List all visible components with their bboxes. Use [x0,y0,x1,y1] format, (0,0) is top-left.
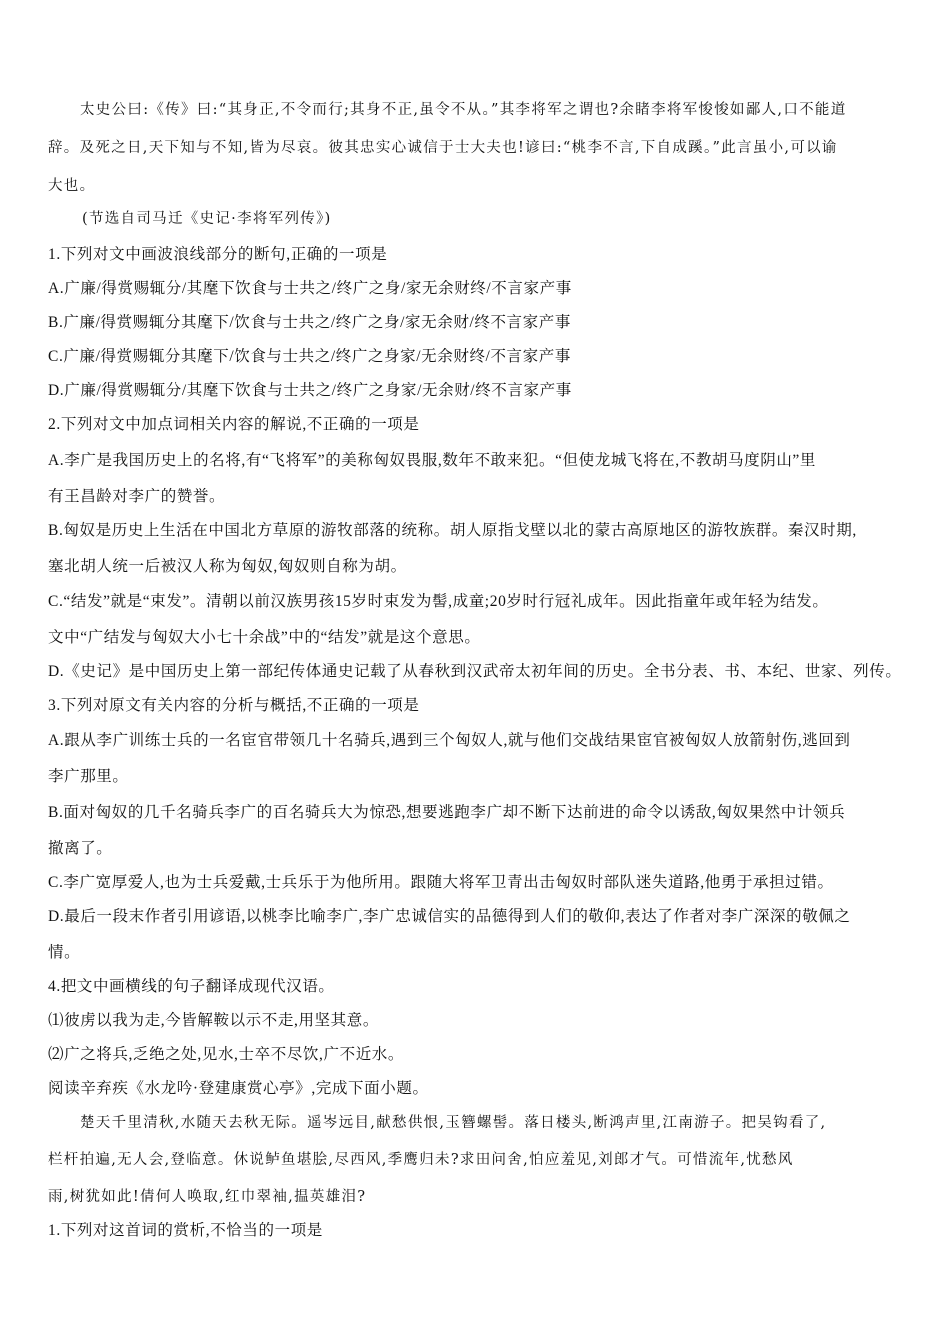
question-3-option-d: D.最后一段末作者引用谚语,以桃李比喻李广,李广忠诚信实的品德得到人们的敬仰,表达了作者对李广深深的敬佩之 [48,908,851,925]
poem-line: 楚天千里清秋,水随天去秋无际。遥岑远目,献愁供恨,玉簪螺髻。落日楼头,断鸿声里,江南游子。把吴钩看了, [80,1115,827,1131]
question-1-option-b: B.广廉/得赏赐辄分其麾下/饮食与士共之/终广之身/家无余财/终不言家产事 [48,314,571,331]
question-3-stem: 3.下列对原文有关内容的分析与概括,不正确的一项是 [48,697,420,714]
question-4-sentence-1: ⑴彼虏以我为走,今皆解鞍以示不走,用坚其意。 [48,1012,379,1029]
passage-line: 大也。 [48,178,96,194]
passage-line: 太史公曰:《传》曰:“其身正,不令而行;其身不正,虽令不从。”其李将军之谓也?余睹李将军悛悛如鄙人,口不能道 [80,102,847,118]
question-4-sentence-2: ⑵广之将兵,乏绝之处,见水,士卒不尽饮,广不近水。 [48,1046,405,1063]
question-1-stem: 1.下列对文中画波浪线部分的断句,正确的一项是 [48,246,388,263]
question-2-stem: 2.下列对文中加点词相关内容的解说,不正确的一项是 [48,416,420,433]
poem-intro: 阅读辛弃疾《水龙吟·登建康赏心亭》,完成下面小题。 [48,1080,429,1097]
poem-line: 栏杆拍遍,无人会,登临意。休说鲈鱼堪脍,尽西风,季鹰归未?求田问舍,怕应羞见,刘郎才气。可惜流年,忧愁风 [48,1152,794,1168]
passage-line: 辞。及死之日,天下知与不知,皆为尽哀。彼其忠实心诚信于士大夫也!谚曰:“桃李不言,下自成蹊。”此言虽小,可以谕 [48,140,838,156]
question-3-option-a: A.跟从李广训练士兵的一名宦官带领几十名骑兵,遇到三个匈奴人,就与他们交战结果宦官被匈奴人放箭射伤,逃回到 [48,732,851,749]
question-2-option-a-cont: 有王昌龄对李广的赞誉。 [48,488,226,505]
question-3-option-b: B.面对匈奴的几千名骑兵李广的百名骑兵大为惊恐,想要逃跑李广却不断下达前进的命令以诱敌,匈奴果然中计领兵 [48,804,846,821]
source-citation: (节选自司马迁《史记·李将军列传》) [82,211,332,227]
question-3-option-c: C.李广宽厚爱人,也为士兵爱戴,士兵乐于为他所用。跟随大将军卫青出击匈奴时部队迷失道路,他勇于承担过错。 [48,874,834,891]
question-3-option-a-cont: 李广那里。 [48,768,129,785]
poem-line: 雨,树犹如此!倩何人唤取,红巾翠袖,揾英雄泪? [48,1189,367,1205]
question-2-option-c: C.“结发”就是“束发”。清朝以前汉族男孩15岁时束发为髻,成童;20岁时行冠礼成年。因此指童年或年轻为结发。 [48,593,829,610]
question-2-option-d: D.《史记》是中国历史上第一部纪传体通史记载了从春秋到汉武帝太初年间的历史。全书分表、书、本纪、世家、列传。 [48,663,902,680]
question-1-option-c: C.广廉/得赏赐辄分其麾下/饮食与士共之/终广之身家/无余财终/不言家产事 [48,348,571,365]
question-4-stem: 4.把文中画横线的句子翻译成现代汉语。 [48,978,335,995]
question-3-option-d-cont: 情。 [48,944,81,961]
question-1-option-a: A.广廉/得赏赐辄分/其麾下饮食与士共之/终广之身/家无余财终/不言家产事 [48,280,572,297]
question-3-option-b-cont: 撤离了。 [48,840,113,857]
question-2-option-b: B.匈奴是历史上生活在中国北方草原的游牧部落的统称。胡人原指戈壁以北的蒙古高原地区的游牧族群。秦汉时期, [48,522,857,539]
question-2-option-c-cont: 文中“广结发与匈奴大小七十余战”中的“结发”就是这个意思。 [48,629,481,646]
question-1-option-d: D.广廉/得赏赐辄分/其麾下饮食与士共之/终广之身家/无余财/终不言家产事 [48,382,572,399]
question-2-option-a: A.李广是我国历史上的名将,有“飞将军”的美称匈奴畏服,数年不敢来犯。“但使龙城飞将在,不教胡马度阴山”里 [48,452,817,469]
question-2-option-b-cont: 塞北胡人统一后被汉人称为匈奴,匈奴则自称为胡。 [48,558,407,575]
poem-question-1-stem: 1.下列对这首词的赏析,不恰当的一项是 [48,1222,323,1239]
